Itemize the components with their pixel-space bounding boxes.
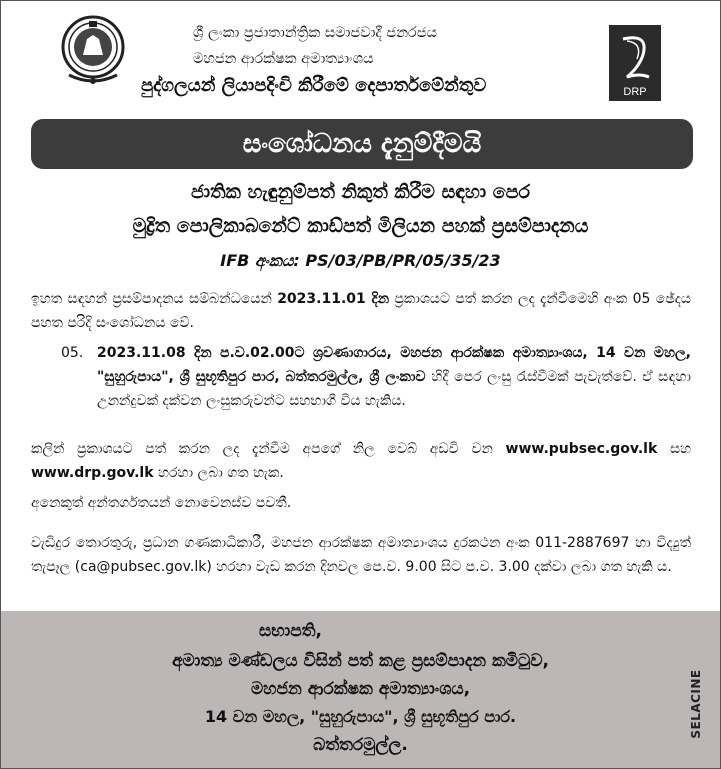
footer-committee: අමාත්‍ය මණ්ඩලය විසින් පත් කළ ප්‍රසම්පාදන කමිටුව, (172, 651, 549, 671)
intro-text-b: ප්‍රකාශයට පත් කරන ලද දැන්වීමෙහි අංක 05 ඡේදය පහත පරිදි සංශෝධනය වේ. (31, 291, 692, 331)
agency-watermark-text: SELACINE (689, 669, 703, 739)
header-department: පුද්ගලයන් ලියාපදිංචි කිරීමේ දෙපාර්තමේන්තුව (141, 75, 487, 96)
notice-title-line2: මුද්‍රිත පොලිකාබනේට් කාඩ්පත් මිලියන පහක් ප්‍රසම්පාදනය (132, 215, 589, 237)
paragraph-contact: වැඩිදුර තොරතුරු, ප්‍රධාන ගණකාධිකාරී, මහජන ආරක්ෂක අමාත්‍යාංශය දුරකථන අංක 011-2887697 හා විද්‍යුත් තැපෑල (ca@pubsec.gov.lk) හරහා වැඩ කරන දිනවල පෙ.ව. 9.00 සිට ප.ව. 3.00 දක්වා ලබා ගත හැකි ය. (31, 535, 691, 575)
intro-text-a: ඉහත සඳහන් ප්‍රසම්පාදනය සම්බන්ධයෙන් (31, 291, 272, 307)
clause-number: 05. (61, 345, 84, 361)
footer-address: 14 වන මහල, "සුහුරුපාය", ශ්‍රී සුභූතිපුර පාර. (204, 707, 517, 726)
websites-text-b: හරහා ලබා ගත හැක. (158, 465, 284, 481)
drp-logo-icon (609, 25, 661, 101)
drp-logo-text: DRP (623, 86, 647, 98)
footer-signature (1, 611, 720, 768)
banner-title: සංශෝධනය දැනුම්දීමයි (31, 119, 693, 169)
header-country: ශ්‍රී ලංකා ප්‍රජාතාන්ත්‍රික සමාජවාදී ජනරජය (193, 25, 438, 41)
websites-and: සහ (669, 441, 692, 457)
paragraph-intro (31, 287, 691, 335)
ifb-reference: PS/03/PB/PR/05/35/23 (305, 251, 501, 270)
header-ministry: මහජන ආරක්ෂක අමාත්‍යාංශය (193, 51, 374, 67)
footer-city: බත්තරමුල්ල. (313, 735, 408, 755)
footer-chairman: සභාපති, (259, 621, 322, 641)
clause-05 (97, 341, 691, 413)
header (1, 1, 720, 111)
paragraph-websites (31, 437, 691, 485)
website-pubsec-link[interactable]: www.pubsec.gov.lk (505, 441, 658, 457)
paragraph-unchanged: අනෙකුත් අන්තර්ගතයන් නොවෙනස්ව පවතී. (31, 495, 292, 511)
clause-meeting-details: 2023.11.08 දින ප.ව.02.00ට ශ්‍රවණාගාරය, මහජන ආරක්ෂක අමාත්‍යාංශය, 14 වන මහල, "සුහුරුපාය", ශ්‍රී සුභූතිපුර පාර, බත්තරමුල්ල, ශ්‍රී ලංකාව (97, 345, 691, 385)
website-drp-link[interactable]: www.drp.gov.lk (31, 465, 154, 481)
websites-text-a: කලින් ප්‍රකාශයට පත් කරන ලද දැන්වීම අපගේ නිල වෙබ් අඩවි වන (31, 441, 493, 457)
ifb-number (1, 251, 720, 271)
ifb-label: IFB අංකය: (220, 251, 300, 270)
agency-watermark (683, 661, 703, 751)
notice-title-line1: ජාතික හැඳුනුම්පත් නිකුත් කිරීම සඳහා පෙර (190, 181, 531, 203)
footer-ministry: මහජන ආරක්ෂක අමාත්‍යාංශය, (250, 679, 471, 699)
sri-lanka-emblem-icon (61, 15, 125, 87)
intro-date: 2023.11.01 දින (277, 291, 390, 307)
clause-meeting-tail: හිදී පෙර ලංසු රැස්වීමක් පැවැත්වේ. ඒ සඳහා උනන්දුවක් දක්වන ලංසුකරුවන්ට සහභාගී විය හැකිය. (97, 369, 691, 409)
